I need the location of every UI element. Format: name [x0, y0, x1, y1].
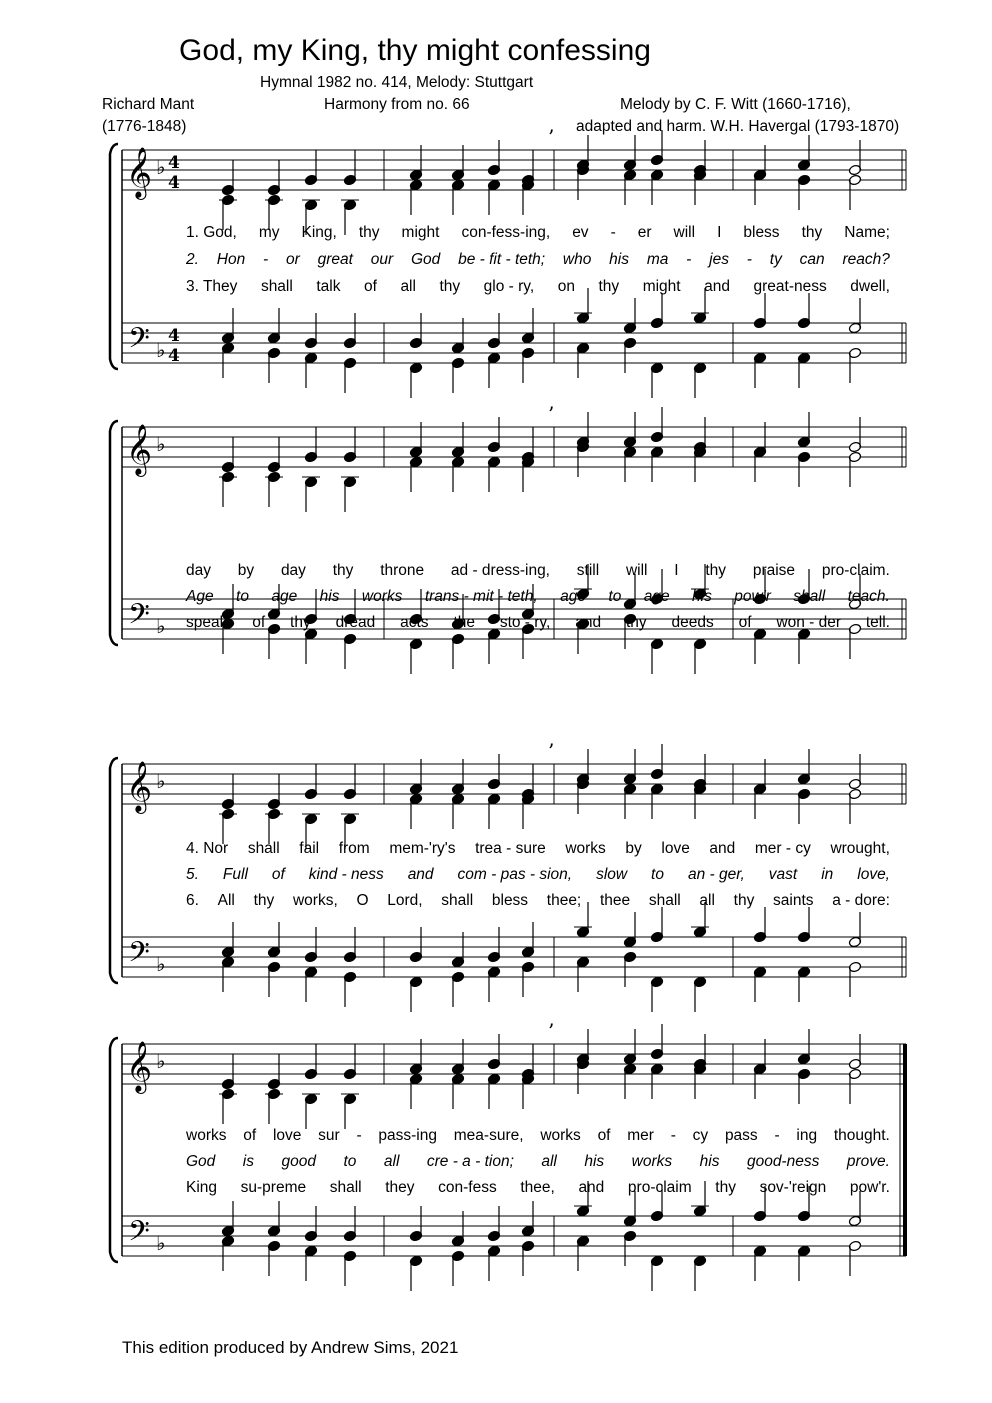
lyric-syllable: to [608, 588, 622, 605]
lyric-syllable: love [272, 1127, 302, 1144]
key-signature-flat: ♭ [156, 952, 166, 976]
lyric-syllable: who [562, 251, 592, 268]
lyric-syllable: and [709, 840, 736, 857]
lyric-syllable: his [319, 588, 340, 605]
lyric-syllable: O [356, 892, 369, 909]
lyric-syllable: works [540, 1127, 581, 1144]
lyric-syllable: pow'r [734, 588, 771, 605]
lyric-syllable: will [673, 224, 696, 241]
lyric-syllable: shall [793, 588, 826, 605]
lyric-syllable: All [217, 892, 235, 909]
lyric-syllable: by [237, 562, 255, 579]
lyric-syllable: talk [316, 278, 341, 295]
lyric-syllable: age [560, 588, 586, 605]
lyric-syllable: the [453, 614, 475, 631]
lyric-syllable: our [370, 251, 394, 268]
lyric-syllable: - [746, 251, 752, 268]
lyric-syllable: thy [705, 562, 727, 579]
lyric-syllable: glo - ry, [483, 278, 535, 295]
lyric-line [186, 251, 890, 269]
system-bracket [110, 421, 118, 645]
system-bracket [110, 144, 118, 369]
lyric-syllable: works, [292, 892, 338, 909]
lyric-syllable: com - pas - sion, [457, 866, 573, 883]
lyric-syllable: dread [335, 614, 376, 631]
lyric-syllable: prove. [846, 1153, 890, 1170]
lyric-syllable: a - dore: [832, 892, 890, 909]
lyric-syllable: Name; [844, 224, 890, 241]
treble-clef: 𝄞 [126, 424, 153, 475]
lyric-syllable: 2. [186, 251, 199, 268]
time-sig-top: 4 [168, 153, 180, 173]
lyric-syllable: saints [773, 892, 814, 909]
system-bracket [110, 758, 118, 983]
lyric-syllable: bless [491, 892, 529, 909]
lyric-syllable: vast [768, 866, 798, 883]
lyric-syllable: - [356, 1127, 362, 1144]
lyric-syllable: thy [598, 278, 620, 295]
lyric-syllable: or [285, 251, 300, 268]
lyric-syllable: - [686, 251, 692, 268]
lyric-syllable: God [186, 1153, 216, 1170]
time-sig-top: 4 [168, 326, 180, 346]
lyric-syllable: pro-claim [627, 1179, 692, 1196]
lyric-syllable: praise [752, 562, 796, 579]
lyric-syllable: and [578, 1179, 605, 1196]
lyric-syllable: to [236, 588, 249, 605]
lyric-syllable: thy [439, 278, 461, 295]
lyric-syllable: mer - cy [754, 840, 811, 857]
lyric-line [186, 562, 890, 580]
lyric-syllable: of [243, 1127, 257, 1144]
lyric-syllable: mer [627, 1127, 654, 1144]
lyric-syllable: age [643, 588, 670, 605]
lyric-syllable: love, [857, 866, 890, 883]
lyric-syllable: thy [715, 1179, 736, 1196]
bass-clef: 𝄢 [128, 1215, 150, 1255]
lyric-syllable: shall [648, 892, 681, 909]
lyric-syllable: love [661, 840, 690, 857]
lyric-syllable: throne [380, 562, 425, 579]
lyric-syllable: Lord, [387, 892, 423, 909]
lyric-syllable: trans - mit - teth, [424, 588, 538, 605]
lyric-syllable: shall [247, 840, 280, 857]
lyric-syllable: King [186, 1179, 218, 1196]
lyric-syllable: kind - ness [308, 866, 384, 883]
lyric-syllable: thy [801, 224, 823, 241]
lyric-syllable: - [774, 1127, 780, 1144]
lyric-syllable: mea-sure, [453, 1127, 524, 1144]
lyric-syllable: an - ger, [687, 866, 745, 883]
lyric-syllable: teach. [847, 588, 890, 605]
key-signature-flat: ♭ [156, 338, 166, 362]
lyric-syllable: of [738, 614, 752, 631]
lyric-syllable: thy [733, 892, 755, 909]
harmony-line: Harmony from no. 66 [324, 96, 470, 113]
lyric-line [186, 1179, 890, 1197]
lyric-syllable: I [717, 224, 722, 241]
lyric-line [186, 1127, 890, 1145]
bass-clef: 𝄢 [128, 936, 150, 976]
lyric-syllable: su-preme [240, 1179, 307, 1196]
adapted-credit: adapted and harm. W.H. Havergal (1793-1870) [576, 118, 900, 135]
treble-clef: 𝄞 [126, 1041, 153, 1092]
breath-mark: ’ [548, 125, 555, 149]
lyric-syllable: of [271, 866, 285, 883]
lyric-syllable: and [407, 866, 434, 883]
treble-clef: 𝄞 [126, 761, 153, 812]
lyric-syllable: on [557, 278, 575, 295]
lyric-line [186, 892, 890, 910]
lyric-syllable: they [385, 1179, 415, 1196]
lyric-syllable: to [343, 1153, 357, 1170]
lyric-syllable: thy [332, 562, 354, 579]
lyric-syllable: to [651, 866, 664, 883]
lyric-syllable: dwell, [850, 278, 890, 295]
lyric-syllable: Full [222, 866, 248, 883]
key-signature-flat: ♭ [156, 1049, 166, 1073]
melody-credit: Melody by C. F. Witt (1660-1716), [620, 96, 851, 113]
lyric-syllable: 3. They [186, 278, 238, 295]
lyric-syllable: wrought, [830, 840, 890, 857]
lyric-syllable: good [281, 1153, 316, 1170]
lyric-syllable: pass [724, 1127, 758, 1144]
breath-mark: ’ [548, 1019, 555, 1043]
treble-clef: 𝄞 [126, 147, 153, 198]
lyric-syllable: will [625, 562, 648, 579]
edition-credit: This edition produced by Andrew Sims, 2021 [122, 1338, 459, 1357]
hymn-title: God, my King, thy might confessing [179, 34, 651, 67]
lyric-syllable: works [631, 1153, 673, 1170]
lyric-syllable: pass-ing [378, 1127, 437, 1144]
lyric-syllable: mem-'ry's [389, 840, 456, 857]
lyric-syllable: King, [301, 224, 337, 241]
lyric-syllable: might [642, 278, 681, 295]
lyric-syllable: con-fess-ing, [461, 224, 551, 241]
lyric-syllable: deeds [671, 614, 714, 631]
lyric-line [186, 614, 890, 632]
system-bracket [110, 1038, 118, 1262]
lyric-syllable: shall [260, 278, 293, 295]
lyric-syllable: good-ness [746, 1153, 820, 1170]
lyric-syllable: con-fess [438, 1179, 497, 1196]
lyric-syllable: sto - ry, [499, 614, 551, 631]
lyric-syllable: trea - sure [475, 840, 546, 857]
lyric-line [186, 224, 890, 242]
lyric-syllable: works [186, 1127, 227, 1144]
breath-mark: ’ [548, 402, 555, 426]
lyric-syllable: from [338, 840, 370, 857]
lyric-line [186, 278, 890, 296]
lyric-syllable: in [821, 866, 834, 883]
lyric-syllable: sov-'reign [759, 1179, 827, 1196]
lyric-syllable: works [565, 840, 606, 857]
lyric-syllable: fail [299, 840, 320, 857]
lyric-syllable: I [674, 562, 679, 579]
author-name: Richard Mant [102, 96, 195, 113]
key-signature-flat: ♭ [156, 614, 166, 638]
lyric-syllable: my [258, 224, 280, 241]
lyric-syllable: age [271, 588, 298, 605]
lyric-syllable: God [410, 251, 441, 268]
lyric-syllable: ev [572, 224, 589, 241]
lyric-syllable: bless [743, 224, 780, 241]
lyric-syllable: Age [186, 588, 214, 605]
lyric-syllable: - [263, 251, 269, 268]
lyric-syllable: is [242, 1153, 254, 1170]
lyric-syllable: thy [625, 614, 647, 631]
lyric-syllable: might [401, 224, 440, 241]
lyric-syllable: speak [186, 614, 228, 631]
lyric-syllable: of [363, 278, 377, 295]
lyric-syllable: all [400, 278, 416, 295]
lyric-syllable: - [610, 224, 616, 241]
lyric-syllable: 4. Nor [186, 840, 229, 857]
key-signature-flat: ♭ [156, 155, 166, 179]
lyric-syllable: cre - a - tion; [426, 1153, 514, 1170]
lyric-syllable: thy [290, 614, 311, 631]
lyric-syllable: shall [441, 892, 474, 909]
lyric-syllable: ty [769, 251, 782, 268]
lyric-syllable: sur [318, 1127, 340, 1144]
lyric-syllable: still [576, 562, 600, 579]
lyric-syllable: by [625, 840, 642, 857]
lyric-line [186, 866, 890, 884]
breath-mark: ’ [548, 739, 555, 763]
lyric-syllable: er [637, 224, 652, 241]
lyric-syllable: shall [329, 1179, 362, 1196]
hymnal-line: Hymnal 1982 no. 414, Melody: Stuttgart [260, 74, 534, 91]
lyric-syllable: ing [796, 1127, 818, 1144]
lyric-syllable: and [704, 278, 730, 295]
author-dates: (1776-1848) [102, 118, 187, 135]
lyric-syllable: day [186, 562, 211, 579]
lyric-syllable: pro-claim. [821, 562, 890, 579]
lyric-line [186, 840, 890, 858]
lyric-syllable: thy [253, 892, 275, 909]
lyric-syllable: his [699, 1153, 720, 1170]
lyric-line [186, 1153, 890, 1171]
time-sig-bottom: 4 [168, 173, 180, 193]
key-signature-flat: ♭ [156, 432, 166, 456]
lyric-syllable: ma [646, 251, 669, 268]
lyric-syllable: all [699, 892, 715, 909]
bass-clef: 𝄢 [128, 598, 150, 638]
lyric-syllable: tell. [865, 614, 890, 631]
lyric-syllable: of [597, 1127, 611, 1144]
lyric-syllable: his [609, 251, 629, 268]
lyric-syllable: day [280, 562, 306, 579]
lyric-syllable: his [584, 1153, 605, 1170]
lyric-syllable: and [575, 614, 602, 631]
lyric-syllable: his [692, 588, 712, 605]
lyric-syllable: - [670, 1127, 676, 1144]
lyric-syllable: thought. [833, 1127, 890, 1144]
lyric-syllable: 5. [186, 866, 199, 883]
lyric-syllable: be - fit - teth; [458, 251, 546, 268]
lyric-syllable: pow'r. [849, 1179, 890, 1196]
lyric-syllable: Hon [216, 251, 246, 268]
lyric-syllable: thee; [546, 892, 582, 909]
lyric-syllable: great [317, 251, 353, 268]
key-signature-flat: ♭ [156, 1231, 166, 1255]
lyric-syllable: thee, [520, 1179, 555, 1196]
lyric-syllable: ad - dress-ing, [450, 562, 550, 579]
key-signature-flat: ♭ [156, 769, 166, 793]
lyric-line [186, 588, 890, 606]
lyric-syllable: thee [599, 892, 631, 909]
lyric-syllable: acts [400, 614, 429, 631]
lyric-syllable: thy [358, 224, 380, 241]
time-sig-bottom: 4 [168, 346, 180, 366]
lyric-syllable: of [252, 614, 266, 631]
lyric-syllable: can [799, 251, 825, 268]
lyric-syllable: works [361, 588, 403, 605]
lyric-syllable: 6. [186, 892, 199, 909]
lyric-syllable: great-ness [753, 278, 827, 295]
lyric-syllable: reach? [842, 251, 890, 268]
bass-clef: 𝄢 [128, 322, 150, 362]
lyric-syllable: jes [709, 251, 729, 268]
lyric-syllable: 1. God, [186, 224, 237, 241]
lyric-syllable: all [383, 1153, 400, 1170]
lyric-syllable: cy [692, 1127, 709, 1144]
lyric-syllable: all [541, 1153, 557, 1170]
lyric-syllable: slow [596, 866, 628, 883]
lyric-syllable: won - der [776, 614, 841, 631]
